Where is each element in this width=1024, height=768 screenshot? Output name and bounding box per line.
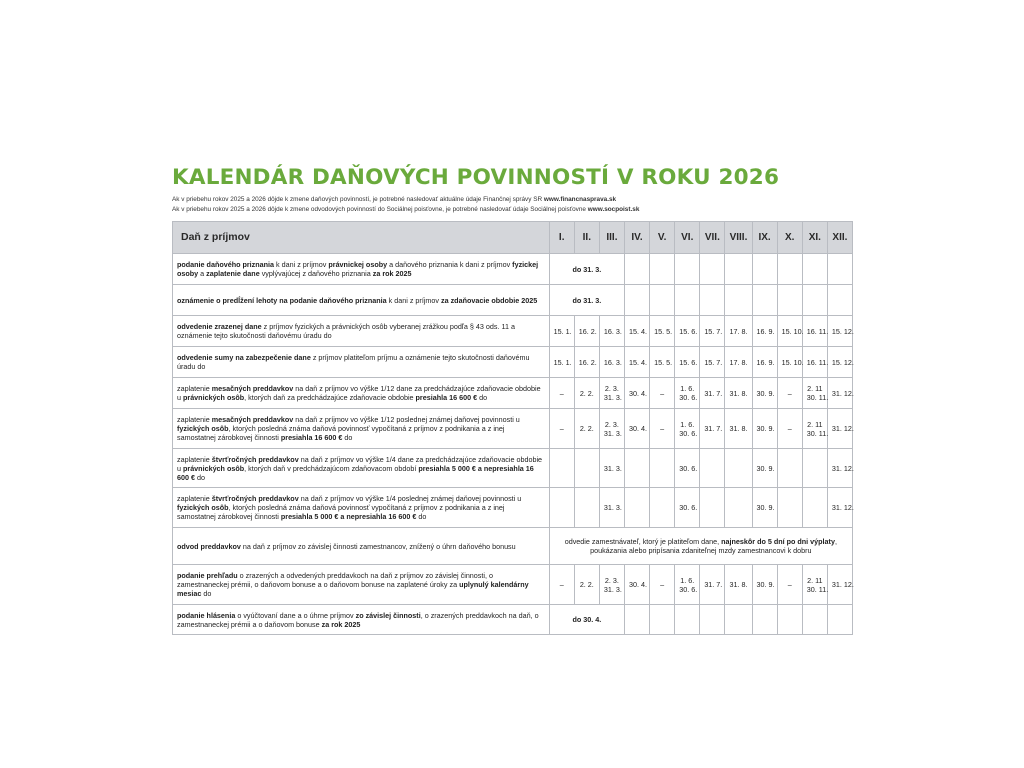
deadline-cell [700,488,725,528]
deadline-cell: 16. 11. [802,347,827,378]
bold-text: zo závislej činnosti [355,610,421,620]
empty-cell [802,285,827,316]
deadline-cell: – [777,565,802,605]
text: , ktorých daň v predchádzajúcom zdaňovacom období [244,463,419,473]
deadline-cell [650,449,675,488]
deadline-cell: – [549,565,574,605]
table-body [173,254,853,635]
deadline-cell: – [777,378,802,409]
table-row [173,605,853,635]
deadline-cell: 31. 12. [827,378,852,409]
text: na daň z príjmov vo výške 1/4 dane za predchádzajúce zdaňovacie obdobie u [177,454,543,473]
bold-text: presiahla 5 000 € a nepresiahla 16 600 € [280,512,417,521]
text: k dani z príjmov [386,295,441,305]
deadline-cell: 30. 9. [752,409,777,449]
text: , ktorých posledná známa daňová povinnosť vypočítaná z príjmov z podnikania a z inej samostatnej zárobkovej činnosti [177,424,505,442]
header-income-tax: Daň z príjmov [173,222,550,254]
deadline-cell: 15. 7. [700,316,725,347]
empty-cell [650,254,675,285]
deadline-cell: 2. 3. 31. 3. [599,409,624,449]
deadline-cell: 30. 4. [624,565,649,605]
deadline-cell: 15. 1. [549,347,574,378]
tax-calendar-table [172,221,853,635]
empty-cell [675,285,700,316]
deadline-cell: 31. 8. [725,565,752,605]
deadline-cell: 16. 2. [574,316,599,347]
text: do [195,472,205,482]
bold-text: fyzických osôb [177,424,229,433]
empty-cell [827,254,852,285]
table-row [173,449,853,488]
month-header: IX. [752,222,777,254]
bold-text: uplynulý kalendárny mesiac [177,580,529,598]
deadline-cell: 15. 4. [624,316,649,347]
deadline-cell: 31. 12. [827,449,852,488]
deadline-cell [650,488,675,528]
deadline-cell: 15. 6. [675,347,700,378]
deadline-cell [725,449,752,488]
month-header: XI. [802,222,827,254]
page-title: KALENDÁR DAŇOVÝCH POVINNOSTÍ V ROKU 2026 [172,165,780,190]
deadline-cell [802,488,827,528]
bold-text: podanie daňového priznania [177,260,275,269]
deadline-cell: 15. 10. [777,316,802,347]
bold-text: za zdaňovacie obdobie 2025 [441,295,538,305]
deadline-cell: 31. 7. [700,565,725,605]
month-header: VII. [700,222,725,254]
bold-text: mesačných preddavkov [211,415,294,424]
bold-text: presiahla 16 600 € [280,433,343,442]
text: zaplatenie [177,494,212,503]
deadline-span: do 30. 4. [549,605,624,635]
bold-text: presiahla 16 600 € [415,393,478,402]
deadline-cell: 31. 3. [599,488,624,528]
deadline-cell: 2. 3. 31. 3. [599,565,624,605]
empty-cell [675,254,700,285]
note-link[interactable]: www.socpoist.sk [587,206,640,213]
text: na daň z príjmov vo výške 1/4 poslednej známej daňovej povinnosti u [298,494,522,503]
empty-cell [777,285,802,316]
deadline-cell: 31. 8. [725,409,752,449]
empty-cell [700,605,725,635]
deadline-cell: 17. 8. [725,316,752,347]
table-row [173,378,853,409]
month-header: III. [599,222,624,254]
table-row [173,528,853,565]
bold-text: právnickej osoby [328,260,388,269]
bold-text: za rok 2025 [321,619,361,629]
deadline-cell [624,488,649,528]
deadline-cell: 15. 10. [777,347,802,378]
deadline-cell: 16. 9. [752,316,777,347]
deadline-cell [574,449,599,488]
empty-cell [827,285,852,316]
bold-text: zaplatenie dane [206,269,260,278]
bold-text: presiahla 5 000 € a nepresiahla 16 600 € [177,463,534,482]
deadline-cell: 30. 6. [675,449,700,488]
deadline-cell: 2. 3. 31. 3. [599,378,624,409]
empty-cell [725,605,752,635]
empty-cell [802,254,827,285]
month-header: XII. [827,222,852,254]
deadline-cell: – [650,565,675,605]
deadline-cell: 1. 6. 30. 6. [675,565,700,605]
text: na daň z príjmov zo závislej činnosti zamestnancov, znížený o úhrn daňového bonusu [240,541,516,551]
deadline-cell: 31. 12. [827,409,852,449]
table-header-row [173,222,853,254]
deadline-cell: 2. 2. [574,409,599,449]
empty-cell [725,285,752,316]
month-header: V. [650,222,675,254]
deadline-cell: 17. 8. [725,347,752,378]
note-text: Ak v priebehu rokov 2025 a 2026 dôjde k zmene daňových povinností, je potrebné nasledovať aktuálne údaje Finančnej správy SR [172,196,544,203]
deadline-note [549,528,852,565]
obligation-description [173,565,550,605]
table-row [173,254,853,285]
deadline-cell: – [549,378,574,409]
bold-text: fyzických osôb [177,503,229,512]
table-row [173,285,853,316]
deadline-cell: 15. 4. [624,347,649,378]
empty-cell [700,254,725,285]
deadline-cell: 16. 11. [802,316,827,347]
bold-text: odvedenie zrazenej dane [177,322,262,331]
obligation-description [173,409,550,449]
deadline-cell: 15. 5. [650,347,675,378]
text: a [198,269,207,278]
text: o vyúčtovaní dane a o úhrne príjmov [235,610,356,620]
deadline-cell [777,449,802,488]
deadline-cell: 16. 3. [599,316,624,347]
obligation-description [173,316,550,347]
deadline-span: do 31. 3. [549,254,624,285]
month-header: I. [549,222,574,254]
empty-cell [777,254,802,285]
deadline-cell [624,449,649,488]
bold-text: právnických osôb [183,393,245,402]
empty-cell [624,605,649,635]
empty-cell [700,285,725,316]
bold-text: štvrťročných preddavkov [211,494,299,503]
table-row [173,409,853,449]
bold-text: odvedenie sumy na zabezpečenie dane [177,353,311,362]
deadline-cell [549,449,574,488]
empty-cell [675,605,700,635]
bold-text: mesačných preddavkov [211,384,294,393]
text: , o zrazených preddavkoch na daň, o zamestnaneckej prémii a o daňovom bonuse [177,610,539,629]
obligation-description [173,347,550,378]
empty-cell [752,254,777,285]
obligation-description [173,488,550,528]
deadline-cell: 15. 1. [549,316,574,347]
deadline-cell: 30. 4. [624,378,649,409]
empty-cell [752,285,777,316]
deadline-cell: – [549,409,574,449]
deadline-cell [574,488,599,528]
text: do [342,433,353,442]
text: zaplatenie [177,384,212,393]
bold-text: podanie prehľadu [177,571,238,580]
empty-cell [650,605,675,635]
text: , ktorých posledná známa daňová povinnosť vypočítaná z príjmov z podnikania a z inej samostatnej zárobkovej činnosti [177,503,505,521]
deadline-cell: 2. 11 30. 11. [802,565,827,605]
bold-text: za rok 2025 [372,269,412,278]
text: o zrazených a odvedených preddavkoch na daň z príjmov zo závislej činnosti, o zamestnaneckej prémii, o daňovom bonuse a o daňovom bonuse na zaplatené úroky za [177,571,493,589]
deadline-cell: 31. 3. [599,449,624,488]
deadline-cell: 2. 11 30. 11. [802,409,827,449]
empty-cell [650,285,675,316]
text: do [201,589,212,598]
obligation-description [173,285,550,316]
bold-text: fyzickej osoby [177,260,539,278]
text: , poukázania alebo pripísania zdaniteľnej mzdy zamestnancovi k dobru [590,537,837,555]
deadline-cell: 30. 4. [624,409,649,449]
deadline-cell: 2. 2. [574,378,599,409]
deadline-cell: – [650,409,675,449]
bold-text: oznámenie o predĺžení lehoty na podanie daňového priznania [177,295,387,305]
deadline-cell: 31. 12. [827,488,852,528]
deadline-cell: 16. 2. [574,347,599,378]
month-header: VIII. [725,222,752,254]
deadline-cell: 30. 9. [752,565,777,605]
deadline-cell: 16. 3. [599,347,624,378]
text: do [477,393,488,402]
deadline-cell: 2. 11 30. 11. [802,378,827,409]
deadline-cell: 15. 12. [827,347,852,378]
deadline-cell: – [777,409,802,449]
text: vyplývajúcej z daňového priznania [259,269,373,278]
obligation-description [173,605,550,635]
empty-cell [777,605,802,635]
deadline-cell [700,449,725,488]
text: do [416,512,427,521]
obligation-description [173,254,550,285]
bold-text: odvod preddavkov [177,541,241,551]
month-header: II. [574,222,599,254]
text: odvedie zamestnávateľ, ktorý je platiteľom dane, [564,537,722,546]
deadline-cell: 30. 9. [752,449,777,488]
deadline-cell [777,488,802,528]
deadline-cell: 15. 12. [827,316,852,347]
deadline-span: do 31. 3. [549,285,624,316]
month-header: VI. [675,222,700,254]
deadline-cell: 15. 5. [650,316,675,347]
empty-cell [752,605,777,635]
text: z príjmov fyzických a právnických osôb vyberanej zrážkou podľa § 43 ods. 11 a oznámenie tejto skutočnosti daňovému úradu do [177,322,515,340]
table-row [173,488,853,528]
table-row [173,347,853,378]
bold-text: právnických osôb [183,463,245,473]
empty-cell [725,254,752,285]
month-header: IV. [624,222,649,254]
empty-cell [624,285,649,316]
deadline-cell: – [650,378,675,409]
deadline-cell [725,488,752,528]
text: k dani z príjmov [274,260,329,269]
text: zaplatenie [177,454,212,464]
deadline-cell: 31. 8. [725,378,752,409]
text: na daň z príjmov vo výške 1/12 poslednej známej daňovej povinnosti u [293,415,520,424]
deadline-cell: 30. 9. [752,488,777,528]
table-row [173,316,853,347]
obligation-description [173,528,550,565]
text: , ktorých daň za predchádzajúce zdaňovacie obdobie [244,393,416,402]
deadline-cell: 15. 6. [675,316,700,347]
deadline-cell: 30. 9. [752,378,777,409]
month-header: X. [777,222,802,254]
deadline-cell: 31. 7. [700,409,725,449]
bold-text: najneskôr do 5 dní po dni výplaty [721,537,835,546]
deadline-cell: 31. 12. [827,565,852,605]
bold-text: podanie hlásenia [177,610,236,620]
text: z príjmov platiteľom príjmu a oznámenie tejto skutočnosti daňovému úradu do [177,353,530,371]
obligation-description [173,449,550,488]
empty-cell [827,605,852,635]
text: a daňového priznania k dani z príjmov [387,260,513,269]
bold-text: štvrťročných preddavkov [211,454,299,464]
deadline-cell: 16. 9. [752,347,777,378]
deadline-cell: 2. 2. [574,565,599,605]
deadline-cell: 15. 7. [700,347,725,378]
text: zaplatenie [177,415,212,424]
source-note-financna-sprava [172,196,616,203]
table-row [173,565,853,605]
deadline-cell: 30. 6. [675,488,700,528]
deadline-cell [549,488,574,528]
obligation-description [173,378,550,409]
deadline-cell [802,449,827,488]
deadline-cell: 31. 7. [700,378,725,409]
deadline-cell: 1. 6. 30. 6. [675,378,700,409]
text: na daň z príjmov vo výške 1/12 dane za predchádzajúce zdaňovacie obdobie u [177,384,541,402]
note-link[interactable]: www.financnasprava.sk [543,196,617,203]
source-note-socialna-poistovna [172,206,639,213]
empty-cell [624,254,649,285]
deadline-cell: 1. 6. 30. 6. [675,409,700,449]
note-text: Ak v priebehu rokov 2025 a 2026 dôjde k zmene odvodových povinností do Sociálnej poisťovne, je potrebné nasledovať údaje Sociálnej poisťovne [172,206,588,213]
empty-cell [802,605,827,635]
